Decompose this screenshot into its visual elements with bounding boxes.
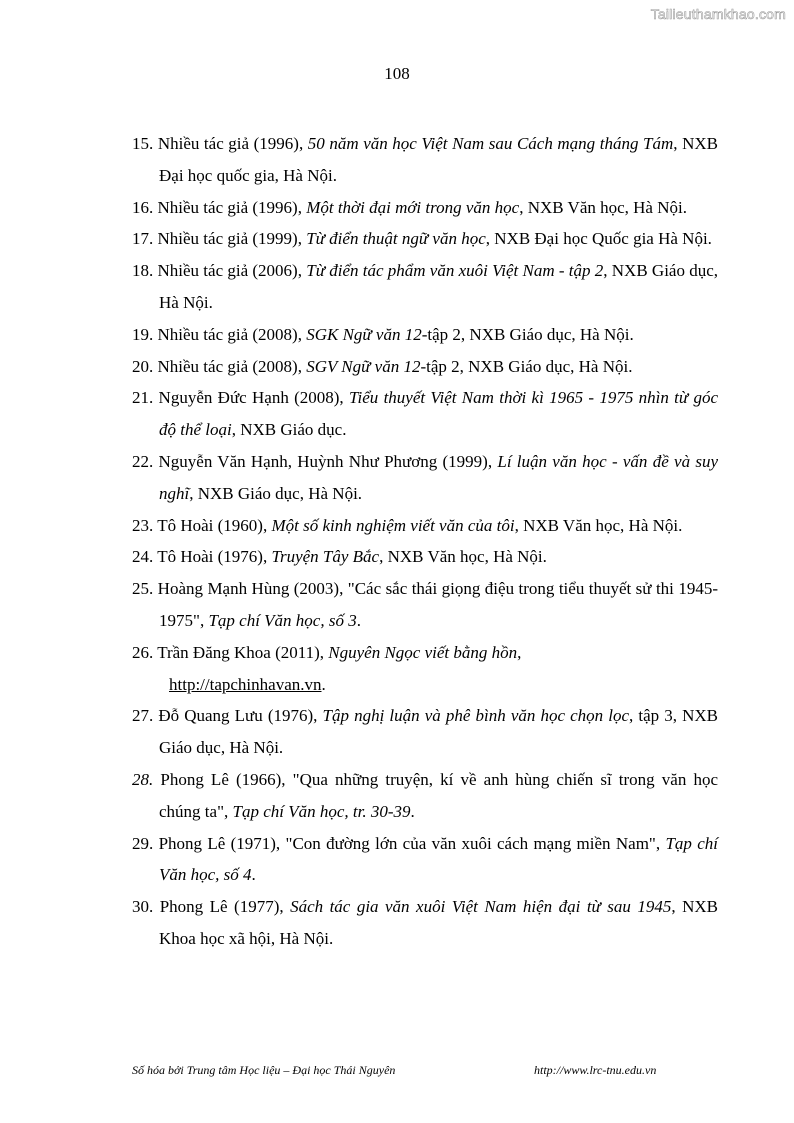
reference-publisher: , NXB Khoa học xã hội, Hà Nội. [159,897,718,948]
reference-publisher: , NXB Đại học quốc gia, Hà Nội. [159,134,718,185]
reference-title: Một thời đại mới trong văn học [306,197,520,217]
reference-publisher: -tập 2, NXB Giáo dục, Hà Nội. [420,356,633,376]
reference-author: Phong Lê (1977), [153,897,291,917]
reference-number: 16. [132,197,154,217]
reference-number: 22. [132,451,154,471]
reference-item [132,382,718,446]
reference-item [132,764,718,828]
reference-author: Tô Hoài (1976), [153,547,272,567]
reference-number: 17. [132,229,154,249]
reference-author: Phong Lê (1971), "Con đường lớn của văn xuôi cách mạng miền Nam", [153,833,666,853]
reference-publisher: , NXB Văn học, Hà Nội. [379,547,547,567]
watermark: Tailieuthamkhao.com [650,6,786,22]
reference-author: Nhiều tác giả (2008), [153,356,307,376]
reference-author: Phong Lê (1966), "Qua những truyện, kí về anh hùng chiến sĩ trong văn học chúng ta", [153,769,718,821]
reference-publisher: , NXB Giáo dục, Hà Nội. [189,483,363,503]
reference-title: SGK Ngữ văn 12 [306,324,422,344]
reference-link[interactable]: http://tapchinhavan.vn [169,674,322,694]
reference-title: Tạp chí Văn học, số 3 [208,610,357,630]
reference-item [132,446,718,510]
reference-title: Nguyên Ngọc viết bằng hồn [328,642,518,662]
reference-item [132,637,718,701]
reference-number: 19. [132,324,154,344]
reference-publisher: , NXB Giáo dục, Hà Nội. [159,261,719,312]
page-number: 108 [384,64,410,83]
reference-title: SGV Ngữ văn 12 [306,356,421,376]
reference-title: Lí luận văn học - vấn đề và suy nghĩ [159,451,718,503]
reference-item [132,192,718,224]
reference-author: Đỗ Quang Lưu (1976), [153,706,323,726]
reference-item [132,700,718,764]
reference-publisher: , [517,642,522,662]
reference-author: Nhiều tác giả (1996), [153,134,308,153]
reference-publisher: . [251,865,256,885]
reference-title: Từ điển thuật ngữ văn học [306,229,486,249]
reference-title: Từ điển tác phẩm văn xuôi Việt Nam - tập 2 [306,261,604,281]
reference-title: Một số kinh nghiệm viết văn của tôi [271,515,515,535]
reference-publisher: , NXB Văn học, Hà Nội. [519,197,687,217]
reference-publisher: . [410,801,415,821]
reference-author: Hoàng Mạnh Hùng (2003), "Các sắc thái giọng điệu trong tiểu thuyết sử thi 1945-1975", [153,579,718,630]
footer-source: Số hóa bởi Trung tâm Học liệu – Đại học Thái Nguyên [132,1063,396,1077]
reference-publisher: , tập 3, NXB Giáo dục, Hà Nội. [159,706,718,758]
reference-item [132,541,718,573]
reference-item [132,573,718,637]
reference-number: 26. [132,642,154,662]
reference-author: Nhiều tác giả (1996), [153,197,307,217]
reference-title: Sách tác gia văn xuôi Việt Nam hiện đại từ sau 1945 [290,897,672,917]
reference-number: 24. [132,547,154,567]
reference-author: Nhiều tác giả (1999), [153,229,307,249]
reference-number: 21. [132,388,154,408]
reference-publisher: , NXB Văn học, Hà Nội. [514,515,683,535]
reference-title: Tạp chí Văn học, tr. 30-39 [232,801,411,821]
reference-list [132,128,718,955]
reference-number: 23. [132,515,154,535]
reference-number: 30. [132,897,154,917]
reference-author: Tô Hoài (1960), [153,515,272,535]
reference-item [132,891,718,955]
reference-number: 28. [132,769,154,789]
reference-item [132,351,718,383]
reference-number: 27. [132,706,154,726]
reference-item [132,319,718,351]
reference-item [132,223,718,255]
reference-author: Nguyễn Đức Hạnh (2008), [153,388,349,408]
reference-number: 20. [132,356,154,376]
reference-item [132,828,718,892]
reference-title: 50 năm văn học Việt Nam sau Cách mạng tháng Tám [307,134,674,153]
reference-title: Tập nghị luận và phê bình văn học chọn lọc [322,706,630,726]
reference-author: Nguyễn Văn Hạnh, Huỳnh Như Phương (1999), [153,451,498,471]
reference-number: 15. [132,134,154,153]
reference-link-period: . [321,674,326,694]
reference-title: Tạp chí Văn học, số 4 [159,833,718,885]
reference-item [132,510,718,542]
reference-publisher: . [356,610,361,630]
reference-number: 18. [132,261,154,281]
reference-title: Tiểu thuyết Việt Nam thời kì 1965 - 1975 nhìn từ góc độ thể loại [159,388,718,440]
reference-author: Trần Đăng Khoa (2011), [153,642,329,662]
reference-number: 29. [132,833,154,853]
footer-url[interactable]: http://www.lrc-tnu.edu.vn [534,1063,657,1077]
reference-author: Nhiều tác giả (2008), [153,324,307,344]
reference-publisher: -tập 2, NXB Giáo dục, Hà Nội. [421,324,634,344]
reference-publisher: , NXB Giáo dục. [231,420,347,440]
reference-item [132,255,718,319]
reference-publisher: , NXB Đại học Quốc gia Hà Nội. [485,229,712,249]
reference-item [132,128,718,192]
reference-title: Truyện Tây Bắc [271,547,380,567]
reference-number: 25. [132,579,154,599]
reference-author: Nhiều tác giả (2006), [153,261,307,281]
